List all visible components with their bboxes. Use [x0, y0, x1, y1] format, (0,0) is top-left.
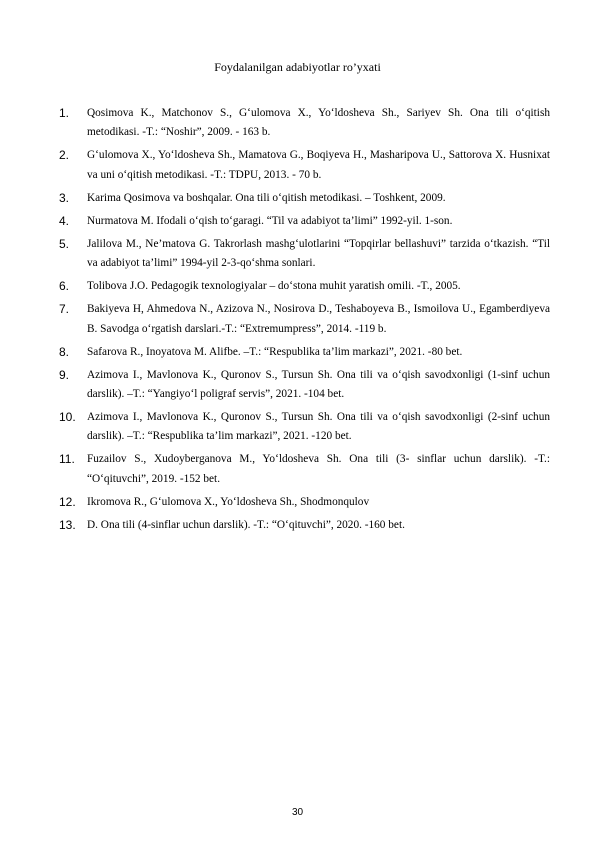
reference-number: 9.: [59, 367, 70, 382]
reference-item: [59, 212, 550, 231]
reference-text: Azimova I., Mavlonova K., Quronov S., Tursun Sh. Ona tili va o‘qish savodxonligi (1-sinf uchun darslik). –T.: “Yangiyo‘l poligraf servis”, 2021. -104 bet.: [87, 368, 550, 401]
reference-item: [59, 516, 550, 535]
reference-list: [59, 104, 550, 539]
reference-number: 6.: [59, 279, 70, 294]
reference-number: 8.: [59, 344, 70, 359]
reference-text: Bakiyeva H, Ahmedova N., Azizova N., Nosirova D., Teshaboyeva B., Ismoilova U., Egamberdiyeva B. Savodga o‘rgatish darslari.-T.: “Extremumpress”, 2014. -119 b.: [87, 303, 550, 335]
reference-item: [59, 300, 550, 339]
reference-item: [59, 189, 550, 208]
reference-item: [59, 450, 550, 489]
reference-item: [59, 366, 550, 405]
reference-number: 11.: [59, 452, 75, 467]
reference-number: 1.: [59, 106, 70, 120]
reference-number: 10.: [59, 410, 76, 425]
reference-text: Safarova R., Inoyatova M. Alifbe. –T.: “Respublika ta’lim markazi”, 2021. -80 bet.: [87, 345, 463, 358]
reference-item: [59, 277, 550, 296]
page-number: 30: [291, 807, 304, 818]
reference-text: Fuzailov S., Xudoyberganova M., Yo‘ldosheva Sh. Ona tili (3- sinflar uchun darslik). -T.: “O‘qituvchi”, 2019. -152 bet.: [87, 453, 550, 485]
reference-item: [59, 343, 550, 362]
reference-text: Qosimova K., Matchonov S., G‘ulomova X., Yo‘ldosheva Sh., Sariyev Sh. Ona tili o‘qitish metodikasi. -T.: “Noshir”, 2009. - 163 b.: [87, 107, 550, 139]
reference-text: Karima Qosimova va boshqalar. Ona tili o‘qitish metodikasi. – Toshkent, 2009.: [87, 191, 446, 204]
reference-text: G‘ulomova X., Yo‘ldosheva Sh., Mamatova G., Boqiyeva H., Masharipova U., Sattorova X. Husnixat va uni o‘qitish metodikasi. -T.: TDPU, 2013. - 70 b.: [87, 149, 550, 181]
page-title: Foydalanilgan adabiyotlar ro’yxati: [214, 60, 381, 74]
reference-number: 7.: [59, 302, 70, 317]
reference-item: [59, 408, 550, 447]
reference-number: 4.: [59, 213, 70, 228]
reference-number: 13.: [59, 517, 76, 532]
reference-text: Nurmatova M. Ifodali o‘qish to‘garagi. “Til va adabiyot ta’limi” 1992-yil. 1-son.: [87, 214, 453, 227]
reference-item: [59, 104, 550, 143]
reference-text: Azimova I., Mavlonova K., Quronov S., Tursun Sh. Ona tili va o‘qish savodxonligi (2-sinf uchun darslik). –T.: “Respublika ta’lim markazi”, 2021. -120 bet.: [87, 411, 550, 443]
reference-number: 3.: [59, 190, 70, 205]
reference-item: [59, 146, 550, 185]
reference-number: 5.: [59, 236, 70, 251]
reference-number: 2.: [59, 148, 70, 163]
reference-text: D. Ona tili (4-sinflar uchun darslik). -T.: “O‘qituvchi”, 2020. -160 bet.: [87, 518, 405, 531]
reference-number: 12.: [59, 494, 76, 509]
reference-text: Tolibova J.O. Pedagogik texnologiyalar – do‘stona muhit yaratish omili. -T., 2005.: [87, 280, 461, 293]
reference-text: Jalilova M., Ne’matova G. Takrorlash mashg‘ulotlarini “Topqirlar bellashuvi” tarzida o‘tkazish. “Til va adabiyot ta’limi” 1994-yil 2-3-qo‘shma sonlari.: [87, 237, 550, 270]
reference-text: Ikromova R., G‘ulomova X., Yo‘ldosheva Sh., Shodmonqulov: [87, 495, 370, 508]
reference-item: [59, 235, 550, 274]
reference-item: [59, 493, 550, 512]
